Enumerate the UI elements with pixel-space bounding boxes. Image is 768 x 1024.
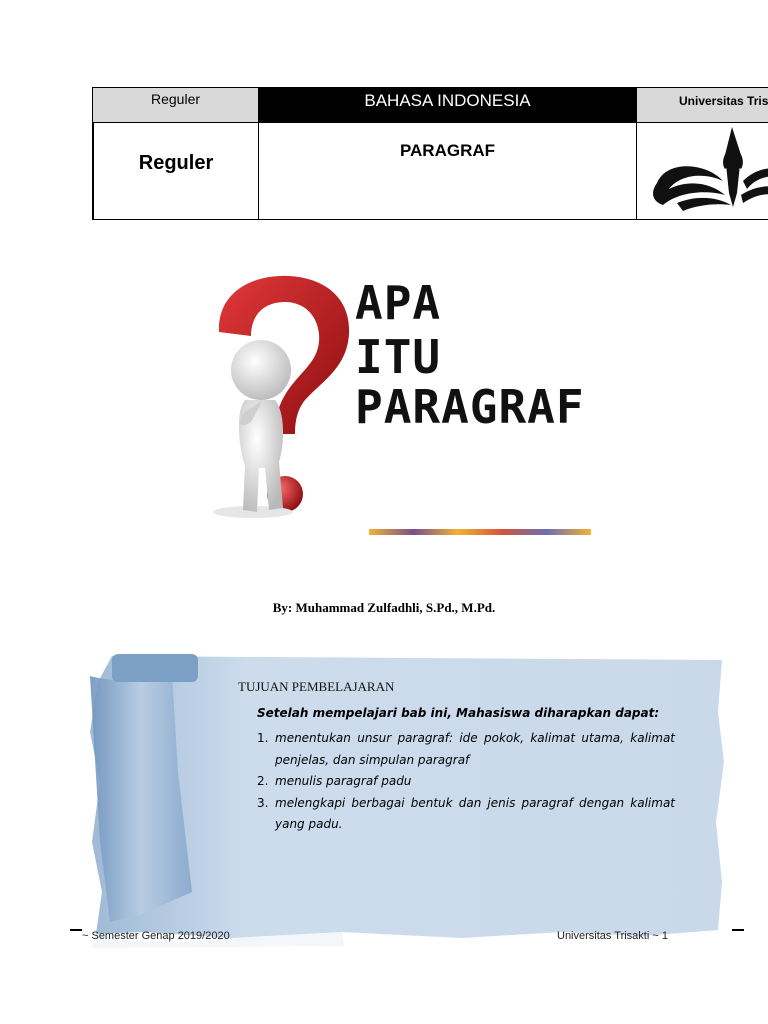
list-item — [257, 728, 675, 771]
class-type-label-top: Reguler — [92, 87, 259, 123]
university-label: Universitas Tris — [636, 87, 768, 123]
list-item-text: menentukan unsur paragraf: ide pokok, kalimat utama, kalimat penjelas, dan simpulan paragraf — [275, 731, 675, 767]
footer-dash-left — [70, 929, 82, 931]
list-item-text: menulis paragraf padu — [275, 774, 412, 788]
header-table — [92, 87, 768, 220]
hero-word-3: PARAGRAF — [355, 380, 585, 434]
list-item — [257, 793, 675, 836]
hero-word-2: ITU — [355, 330, 442, 384]
decorative-strip — [369, 529, 591, 535]
list-item — [257, 771, 675, 793]
footer-page: Universitas Trisakti ~ 1 — [557, 930, 668, 942]
objectives-intro: Setelah mempelajari bab ini, Mahasiswa diharapkan dapat: — [257, 706, 660, 720]
list-item-number: 1. — [257, 731, 269, 745]
footer-dash-right — [732, 929, 744, 931]
objectives-title: TUJUAN PEMBELAJARAN — [238, 679, 395, 694]
list-item-number: 3. — [257, 795, 269, 810]
trisakti-logo-icon — [637, 123, 768, 220]
topic-title: PARAGRAF — [258, 122, 637, 220]
author-byline: By: Muhammad Zulfadhli, S.Pd., M.Pd. — [272, 600, 496, 615]
hero-illustration — [175, 262, 655, 537]
footer-semester: ~ Semester Genap 2019/2020 — [82, 930, 230, 942]
class-type-label: Reguler — [92, 122, 259, 220]
course-title: BAHASA INDONESIA — [258, 87, 637, 123]
university-logo — [636, 122, 768, 220]
list-item-text: melengkapi berbagai bentuk dan jenis paragraf dengan kalimat yang padu. — [275, 795, 675, 831]
hero-word-1: APA — [355, 276, 442, 330]
list-item-number: 2. — [257, 774, 269, 788]
objectives-list — [257, 728, 675, 836]
